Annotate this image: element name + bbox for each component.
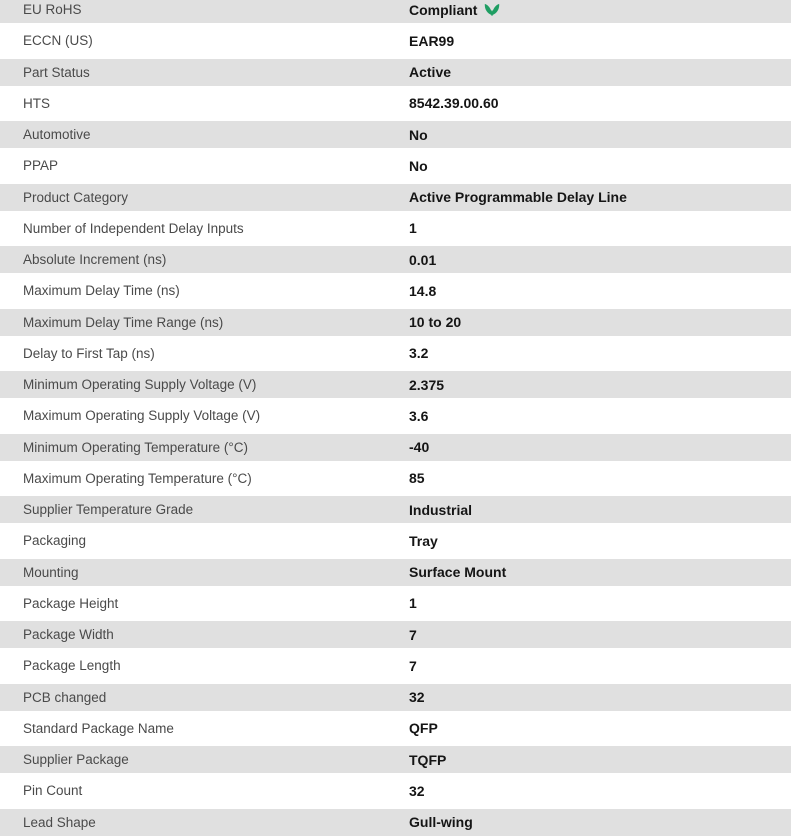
spec-row [0, 244, 791, 275]
spec-label: Standard Package Name [23, 720, 174, 736]
spec-value-text: No [409, 126, 428, 143]
spec-value-text: -40 [409, 439, 430, 456]
spec-row [0, 338, 791, 369]
spec-value [409, 189, 627, 205]
spec-value [409, 814, 473, 830]
spec-label: Supplier Temperature Grade [23, 502, 194, 518]
spec-label: HTS [23, 95, 50, 111]
spec-row [0, 400, 791, 431]
spec-row [0, 494, 791, 525]
spec-row [0, 557, 791, 588]
spec-label: Automotive [23, 127, 91, 143]
spec-value [409, 533, 438, 549]
spec-value-text: TQFP [409, 751, 447, 768]
spec-value [409, 627, 417, 643]
spec-row [0, 213, 791, 244]
spec-value [409, 33, 454, 49]
spec-value-text: Active Programmable Delay Line [409, 189, 627, 206]
spec-value-text: 3.2 [409, 345, 429, 362]
spec-value-text: EAR99 [409, 32, 455, 49]
spec-value-text: Tray [409, 532, 438, 549]
spec-row [0, 588, 791, 619]
spec-label: Package Width [23, 627, 114, 643]
spec-row [0, 744, 791, 775]
spec-value [409, 502, 472, 518]
spec-row [0, 525, 791, 556]
spec-value-text: 14.8 [409, 282, 437, 299]
spec-value [409, 283, 436, 299]
spec-value [409, 752, 446, 768]
spec-label: Minimum Operating Supply Voltage (V) [23, 377, 257, 393]
spec-row [0, 275, 791, 306]
spec-label: Lead Shape [23, 814, 96, 830]
spec-label: Pin Count [23, 783, 83, 799]
spec-row [0, 775, 791, 806]
spec-value-text: 2.375 [409, 376, 445, 393]
spec-value-text: Gull-wing [409, 814, 473, 831]
spec-row [0, 0, 791, 25]
spec-label: Package Height [23, 595, 119, 611]
spec-label: PCB changed [23, 689, 107, 705]
spec-label: Maximum Operating Supply Voltage (V) [23, 408, 261, 424]
spec-label: ECCN (US) [23, 33, 93, 49]
spec-label: Maximum Delay Time (ns) [23, 283, 180, 299]
spec-value [409, 658, 417, 674]
spec-label: Mounting [23, 564, 79, 580]
spec-label: Maximum Delay Time Range (ns) [23, 314, 224, 330]
spec-label: Package Length [23, 658, 121, 674]
spec-value [409, 158, 428, 174]
spec-value [409, 314, 461, 330]
spec-value-text: Surface Mount [409, 564, 507, 581]
spec-value-text: 0.01 [409, 251, 437, 268]
spec-value [409, 64, 451, 80]
spec-value [409, 720, 438, 736]
spec-value [409, 564, 506, 580]
spec-value [409, 783, 425, 799]
spec-value-text: 32 [409, 782, 425, 799]
spec-value-text: 3.6 [409, 407, 429, 424]
spec-value-text: Industrial [409, 501, 473, 518]
spec-row [0, 150, 791, 181]
spec-value-text: No [409, 157, 428, 174]
spec-value-text: 32 [409, 689, 425, 706]
spec-label: Packaging [23, 533, 87, 549]
spec-label: Absolute Increment (ns) [23, 252, 167, 268]
spec-row [0, 119, 791, 150]
spec-label: Supplier Package [23, 752, 129, 768]
spec-row [0, 182, 791, 213]
spec-row [0, 432, 791, 463]
spec-value [409, 220, 417, 236]
spec-value [409, 689, 425, 705]
spec-label: Product Category [23, 189, 129, 205]
spec-value [409, 127, 428, 143]
spec-row [0, 463, 791, 494]
spec-row [0, 682, 791, 713]
spec-value [409, 439, 429, 455]
spec-value-text: 8542.39.00.60 [409, 95, 499, 112]
spec-label: Maximum Operating Temperature (°C) [23, 470, 252, 486]
spec-value [409, 595, 417, 611]
spec-label: Delay to First Tap (ns) [23, 345, 155, 361]
spec-row [0, 57, 791, 88]
spec-value-text: 85 [409, 470, 425, 487]
spec-value-text: 1 [409, 595, 417, 612]
spec-value-text: 7 [409, 626, 417, 643]
spec-value-text: Active [409, 64, 452, 81]
spec-label: Number of Independent Delay Inputs [23, 220, 244, 236]
spec-value [409, 95, 499, 111]
spec-value [409, 408, 428, 424]
spec-row [0, 369, 791, 400]
eu-rohs-compliant-leaf-icon [484, 2, 500, 17]
spec-value-text: QFP [409, 720, 438, 737]
spec-value [409, 377, 444, 393]
spec-value-text: 1 [409, 220, 417, 237]
spec-value [409, 252, 436, 268]
spec-value-text: 7 [409, 657, 417, 674]
spec-row [0, 88, 791, 119]
spec-row [0, 25, 791, 56]
spec-label: EU RoHS [23, 2, 82, 18]
spec-value [409, 470, 425, 486]
spec-row [0, 307, 791, 338]
spec-row [0, 713, 791, 744]
spec-value-text: 10 to 20 [409, 314, 462, 331]
spec-value [409, 345, 428, 361]
spec-label: Part Status [23, 64, 90, 80]
spec-row [0, 807, 791, 838]
spec-label: PPAP [23, 158, 59, 174]
spec-row [0, 650, 791, 681]
spec-label: Minimum Operating Temperature (°C) [23, 439, 248, 455]
spec-row [0, 619, 791, 650]
spec-value-text: Compliant [409, 1, 478, 18]
spec-value [409, 2, 500, 18]
